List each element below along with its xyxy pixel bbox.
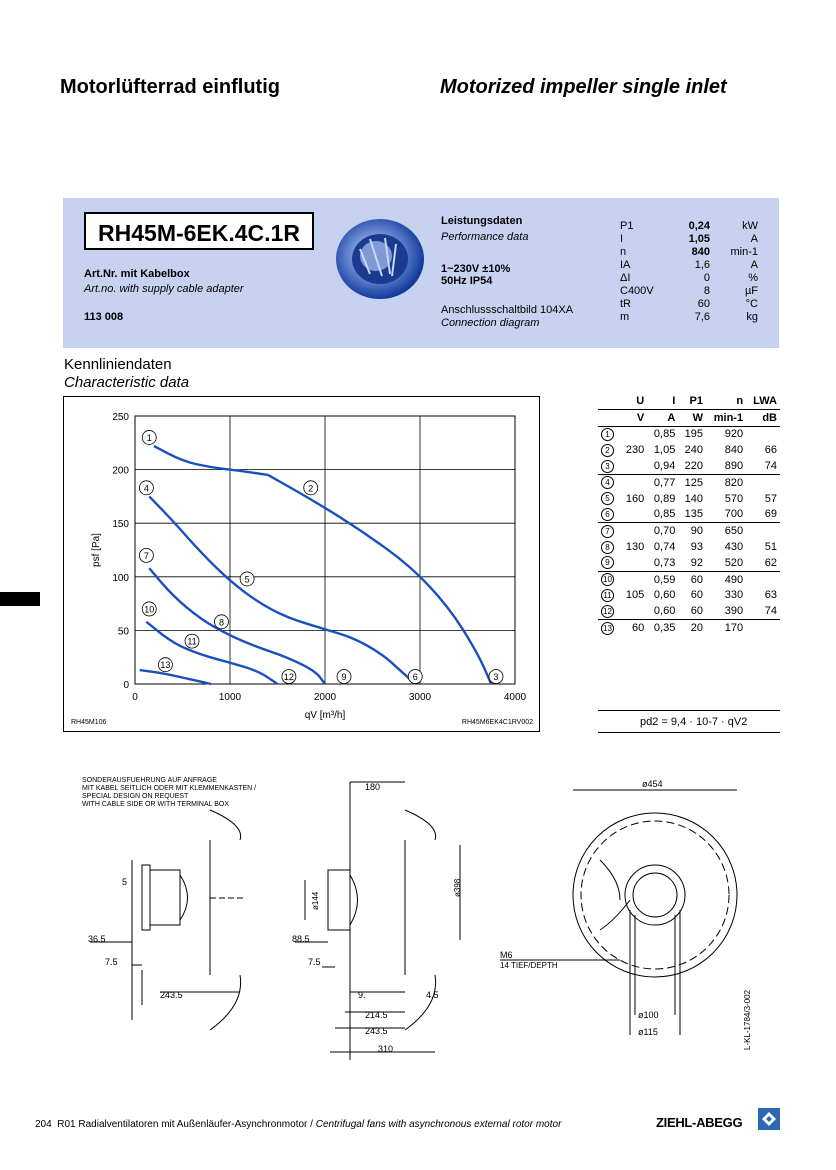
table-cell: 0,73 [653, 556, 676, 569]
perf-value: 1,6 [694, 259, 710, 271]
note-line-3: SPECIAL DESIGN ON REQUEST [82, 793, 189, 800]
dim-214-5: 214.5 [365, 1010, 388, 1020]
dim-9: 9. [358, 990, 366, 1000]
table-row [598, 555, 780, 571]
y-tick-label: 250 [112, 412, 129, 423]
perf-value: 8 [703, 285, 710, 297]
table-cell: 135 [684, 508, 703, 521]
table-unit-cell: V [620, 409, 648, 426]
table-header-cell: n [736, 394, 744, 407]
table-cell: 0,85 [653, 508, 676, 521]
table-cell: 0,89 [653, 492, 676, 505]
curve-id-badge: 4 [601, 476, 614, 489]
perf-symbol: tR [620, 298, 631, 310]
table-cell [746, 523, 780, 539]
perf-symbol: IA [620, 259, 631, 271]
art-label-en: Art.no. with supply cable adapter [84, 283, 244, 295]
dim-m6: M6 [500, 950, 513, 960]
table-cell [620, 458, 648, 474]
table-cell: 0,94 [653, 460, 676, 473]
data-table [598, 393, 780, 636]
table-cell: 0,77 [647, 474, 678, 490]
dim-d454: ø454 [642, 779, 663, 789]
perf-value: 840 [691, 246, 710, 258]
footer-page: 204 [35, 1119, 52, 1130]
char-title-en: Characteristic data [64, 374, 190, 391]
table-header-cell: I [672, 394, 676, 407]
table-cell: 570 [724, 492, 744, 505]
table-unit-cell: min-1 [706, 409, 746, 426]
x-tick-label: 4000 [503, 692, 527, 703]
curve-series [140, 670, 211, 684]
x-tick-label: 2000 [313, 692, 337, 703]
table-row [598, 523, 780, 539]
table-cell [746, 620, 780, 636]
table-cell: 890 [724, 460, 744, 473]
table-header-cell: U [636, 394, 645, 407]
curve-marker-label: 11 [187, 636, 197, 647]
art-number: 113 008 [84, 311, 124, 323]
table-cell: 0,60 [653, 589, 676, 602]
x-axis-label: qV [m³/h] [304, 710, 346, 721]
perf-title-en: Performance data [441, 231, 529, 243]
table-cell: 700 [724, 508, 744, 521]
curve-id-badge: 12 [601, 605, 614, 618]
curve-marker-label: 9 [341, 671, 347, 682]
dim-d100: ø100 [638, 1010, 659, 1020]
table-row [598, 603, 780, 619]
perf-unit: A [750, 259, 758, 271]
table-header-cell: LWA [753, 394, 777, 407]
y-axis-label: psf [Pa] [91, 533, 102, 567]
table-cell: 66 [764, 444, 777, 457]
table-cell: 330 [724, 589, 744, 602]
characteristic-chart [63, 396, 540, 732]
table-cell: 0,85 [647, 426, 678, 442]
curve-id-badge: 11 [601, 589, 614, 602]
x-tick-label: 0 [132, 692, 138, 703]
table-cell: 69 [764, 508, 777, 521]
curve-id-badge: 2 [601, 444, 614, 457]
footer-text [35, 1119, 561, 1130]
curve-id-badge: 1 [601, 428, 614, 441]
formula-rule-bottom [598, 732, 780, 733]
perf-unit: °C [745, 298, 758, 310]
y-tick-label: 100 [112, 572, 129, 584]
table-cell: 57 [764, 492, 777, 505]
table-cell: 0,60 [653, 605, 676, 618]
dim-d144: ø144 [311, 891, 320, 910]
table-row [598, 491, 780, 507]
curve-marker-label: 7 [143, 550, 149, 561]
table-units [598, 409, 780, 426]
table-cell: 220 [684, 460, 703, 473]
table-cell [620, 571, 648, 587]
perf-symbol: C400V [620, 285, 654, 297]
dim-243-5: 243.5 [160, 990, 183, 1000]
brand-logo-icon [758, 1108, 780, 1130]
table-cell [620, 426, 648, 442]
table-row [598, 426, 780, 442]
curve-marker-label: 5 [244, 574, 250, 585]
dim-7-5-b: 7.5 [308, 957, 321, 967]
curve-series [154, 446, 268, 475]
char-title-de: Kennliniendaten [64, 356, 172, 373]
table-cell: 195 [678, 426, 706, 442]
perf-symbol: n [620, 246, 627, 258]
impeller-photo [330, 214, 430, 304]
perf-value: 0,24 [688, 220, 710, 232]
perf-row [620, 220, 758, 233]
section-tab [0, 592, 40, 606]
dim-4-5: 4.5 [426, 990, 439, 1000]
perf-unit: min-1 [730, 246, 758, 258]
table-cell: 0,74 [653, 541, 676, 554]
dim-310: 310 [378, 1044, 394, 1054]
perf-value: 0 [703, 272, 710, 284]
table-cell: 90 [678, 523, 706, 539]
table-cell [746, 474, 780, 490]
dim-88-5: 88.5 [292, 934, 310, 944]
curve-id-badge: 6 [601, 508, 614, 521]
table-cell: 160 [625, 492, 645, 505]
dim-36-5: 36.5 [88, 934, 106, 944]
table-cell [620, 507, 648, 523]
table-cell: 520 [724, 556, 744, 569]
table-cell [746, 571, 780, 587]
title-en: Motorized impeller single inlet [440, 76, 727, 98]
table-row [598, 458, 780, 474]
table-unit-cell: A [647, 409, 678, 426]
dim-d398: ø398 [453, 878, 462, 897]
table-cell: 1,05 [653, 444, 676, 457]
table-cell: 840 [724, 444, 744, 457]
perf-unit: kW [742, 220, 758, 232]
y-tick-label: 0 [123, 680, 129, 691]
perf-row [620, 272, 758, 285]
table-row [598, 442, 780, 458]
curve-id-badge: 10 [601, 573, 614, 586]
table-unit-cell: dB [746, 409, 780, 426]
curve-marker-label: 6 [412, 671, 418, 682]
table-cell [620, 523, 648, 539]
table-cell: 170 [706, 620, 746, 636]
perf-freq: 50Hz IP54 [441, 275, 493, 287]
dim-depth: 14 TIEF/DEPTH [500, 961, 558, 970]
curve-marker-label: 1 [146, 432, 152, 443]
perf-table [620, 220, 758, 324]
table-row [598, 539, 780, 555]
curve-marker-label: 2 [308, 483, 314, 494]
perf-row [620, 246, 758, 259]
curve-id-badge: 7 [601, 525, 614, 538]
table-header [598, 393, 780, 409]
model-number: RH45M-6EK.4C.1R [84, 212, 314, 250]
y-tick-label: 200 [112, 465, 129, 477]
formula: pd2 = 9,4 · 10-7 · qV2 [640, 716, 748, 728]
perf-row [620, 259, 758, 272]
table-cell: 920 [706, 426, 746, 442]
table-cell: 0,70 [647, 523, 678, 539]
perf-row [620, 298, 758, 311]
table-cell: 74 [764, 605, 777, 618]
table-cell: 650 [706, 523, 746, 539]
table-cell: 62 [764, 556, 777, 569]
table-cell: 230 [625, 444, 645, 457]
dim-180: 180 [365, 782, 381, 792]
table-cell: 0,35 [647, 620, 678, 636]
data-table-wrap [598, 393, 780, 636]
curve-marker-label: 3 [493, 671, 499, 682]
perf-symbol: P1 [620, 220, 634, 232]
x-tick-label: 3000 [408, 692, 432, 703]
chart-note-right: RH45M6EK4C1RV002 [461, 719, 533, 726]
x-tick-label: 1000 [218, 692, 242, 703]
table-cell: 60 [678, 571, 706, 587]
table-cell: 125 [678, 474, 706, 490]
curve-marker-label: 12 [283, 671, 294, 682]
table-row [598, 474, 780, 490]
note-line-1: SONDERAUSFUEHRUNG AUF ANFRAGE [82, 777, 217, 784]
curve-id-badge: 3 [601, 460, 614, 473]
table-cell: 60 [690, 589, 703, 602]
table-cell: 74 [764, 460, 777, 473]
dim-7-5: 7.5 [105, 957, 118, 967]
table-cell: 240 [684, 444, 703, 457]
art-label-de: Art.Nr. mit Kabelbox [84, 268, 190, 280]
perf-row [620, 233, 758, 246]
technical-drawing [60, 770, 780, 1070]
note-line-4: WITH CABLE SIDE OR WITH TERMINAL BOX [82, 801, 230, 808]
table-unit-cell: W [678, 409, 706, 426]
perf-unit: % [748, 272, 758, 284]
table-row [598, 571, 780, 587]
y-tick-label: 150 [112, 519, 129, 531]
curve-id-badge: 13 [601, 622, 614, 635]
table-row [598, 620, 780, 636]
brand-logo-text: ZIEHL-ABEGG [656, 1115, 743, 1130]
table-cell: 20 [678, 620, 706, 636]
title-de: Motorlüfterrad einflutig [60, 76, 280, 98]
formula-rule [598, 710, 780, 711]
conn-en: Connection diagram [441, 317, 540, 329]
curve-marker-label: 4 [143, 483, 149, 494]
dim-d115: ø115 [638, 1027, 658, 1037]
table-cell [746, 426, 780, 442]
y-tick-label: 50 [117, 626, 129, 638]
curve-marker-label: 8 [218, 617, 224, 628]
conn-de: Anschlussschaltbild 104XA [441, 304, 574, 316]
table-header-cell: P1 [689, 394, 703, 407]
perf-symbol: ΔI [620, 272, 631, 284]
curve-marker-label: 10 [144, 604, 155, 615]
footer-de: R01 Radialventilatoren mit Außenläufer-Asynchronmotor / [57, 1119, 316, 1130]
dim-side-5: 5 [122, 877, 128, 887]
table-cell: 92 [690, 556, 703, 569]
table-cell: 0,59 [647, 571, 678, 587]
table-cell [620, 603, 648, 619]
perf-voltage: 1~230V ±10% [441, 263, 511, 275]
perf-unit: µF [744, 285, 758, 297]
table-cell: 63 [764, 589, 777, 602]
table-cell: 820 [706, 474, 746, 490]
dim-243-5-b: 243.5 [365, 1026, 388, 1036]
perf-title-de: Leistungsdaten [441, 215, 523, 227]
perf-row [620, 285, 758, 298]
table-cell: 105 [625, 589, 645, 602]
table-row [598, 507, 780, 523]
table-cell: 390 [724, 605, 744, 618]
perf-unit: A [750, 233, 758, 245]
table-row [598, 588, 780, 604]
note-line-2: MIT KABEL SEITLICH ODER MIT KLEMMENKASTEN / [82, 785, 257, 792]
footer-en: Centrifugal fans with asynchronous external rotor motor [315, 1119, 562, 1130]
curve-marker-label: 13 [160, 660, 171, 671]
perf-symbol: m [620, 311, 630, 323]
table-cell: 51 [764, 541, 777, 554]
drawing-id: L-KL-1784/3-002 [743, 989, 752, 1050]
table-cell: 430 [724, 541, 744, 554]
table-cell: 60 [620, 620, 648, 636]
table-cell: 93 [690, 541, 703, 554]
table-cell: 60 [690, 605, 703, 618]
perf-row [620, 311, 758, 324]
perf-value: 1,05 [688, 233, 710, 245]
curve-id-badge: 9 [601, 556, 614, 569]
chart-note-left: RH45M106 [71, 719, 107, 726]
perf-value: 7,6 [694, 311, 710, 323]
table-cell: 130 [625, 541, 645, 554]
curve-id-badge: 5 [601, 492, 614, 505]
perf-value: 60 [697, 298, 710, 310]
table-cell: 140 [684, 492, 703, 505]
table-cell [620, 555, 648, 571]
perf-symbol: I [620, 233, 624, 245]
table-cell: 490 [706, 571, 746, 587]
curve-id-badge: 8 [601, 541, 614, 554]
perf-unit: kg [746, 311, 758, 323]
table-cell [620, 474, 648, 490]
